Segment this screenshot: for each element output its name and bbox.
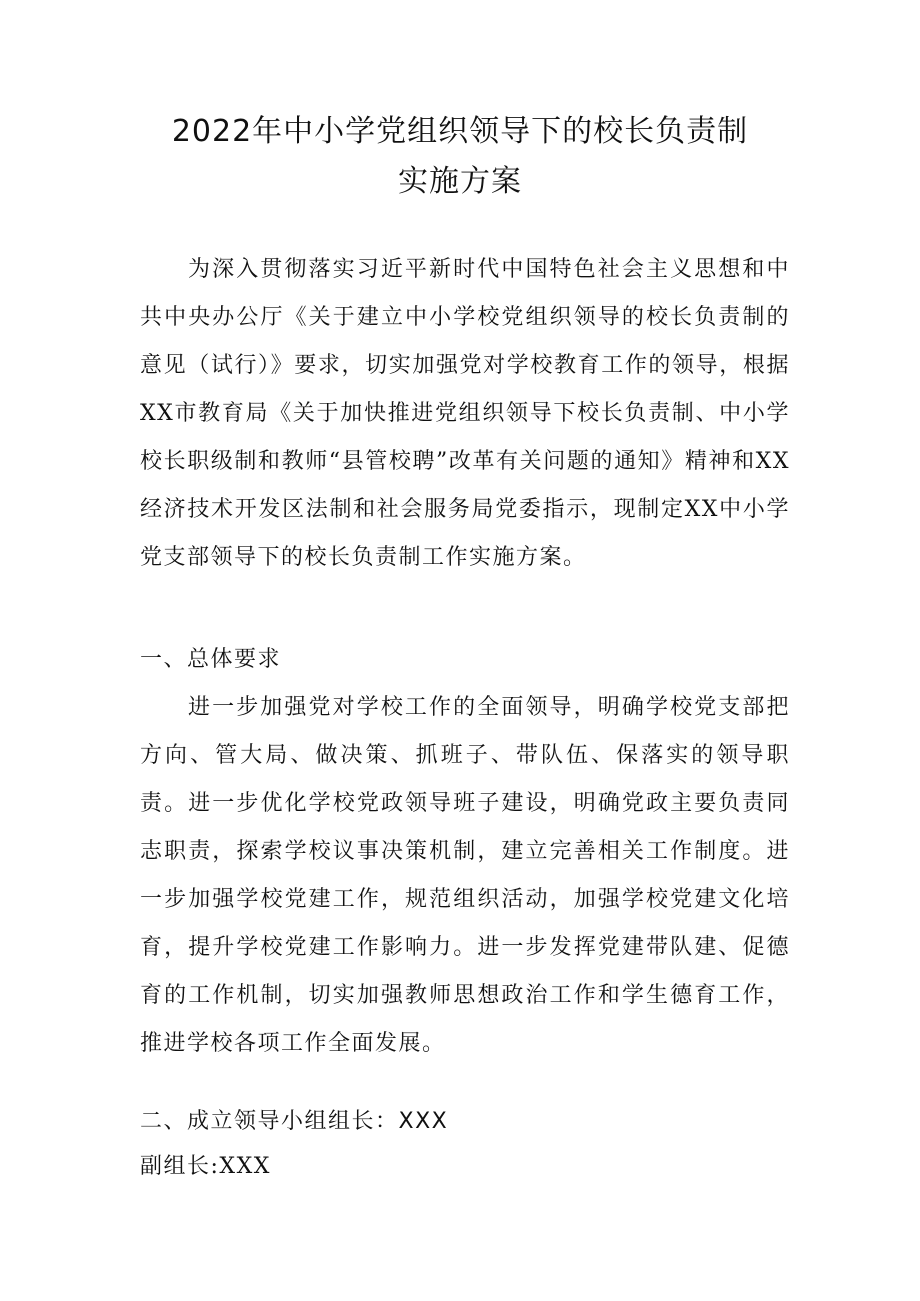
section-2-heading: 二、成立领导小组组长：XXX: [140, 1109, 449, 1134]
section-1-paragraph: 进一步加强党对学校工作的全面领导，明确学校党支部把方向、管大局、做决策、抓班子、带队伍、保落实的领导职责。进一步优化学校党政领导班子建设，明确党政主要负责同志职责，探索学校议事决策机制，建立完善相关工作制度。进一步加强学校党建工作，规范组织活动，加强学校党建文化培育，提升学校党建工作影响力。进一步发挥党建带队建、促德育的工作机制，切实加强教师思想政治工作和学生德育工作，推进学校各项工作全面发展。: [140, 695, 790, 1056]
document-title-line-2: 实施方案: [398, 164, 522, 199]
intro-paragraph: 为深入贯彻落实习近平新时代中国特色社会主义思想和中共中央办公厅《关于建立中小学校党组织领导的校长负责制的意见（试行）》要求，切实加强党对学校教育工作的领导，根据XX市教育局《关于加快推进党组织领导下校长负责制、中小学校长职级制和教师“县管校聘”改革有关问题的通知》精神和XX经济技术开发区法制和社会服务局党委指示，现制定XX中小学党支部领导下的校长负责制工作实施方案。: [140, 257, 790, 570]
deputy-leader-line: 副组长:XXX: [140, 1154, 271, 1179]
section-1-heading: 一、总体要求: [140, 647, 282, 672]
document-title-line-1: 2022年中小学党组织领导下的校长负责制: [171, 114, 749, 149]
